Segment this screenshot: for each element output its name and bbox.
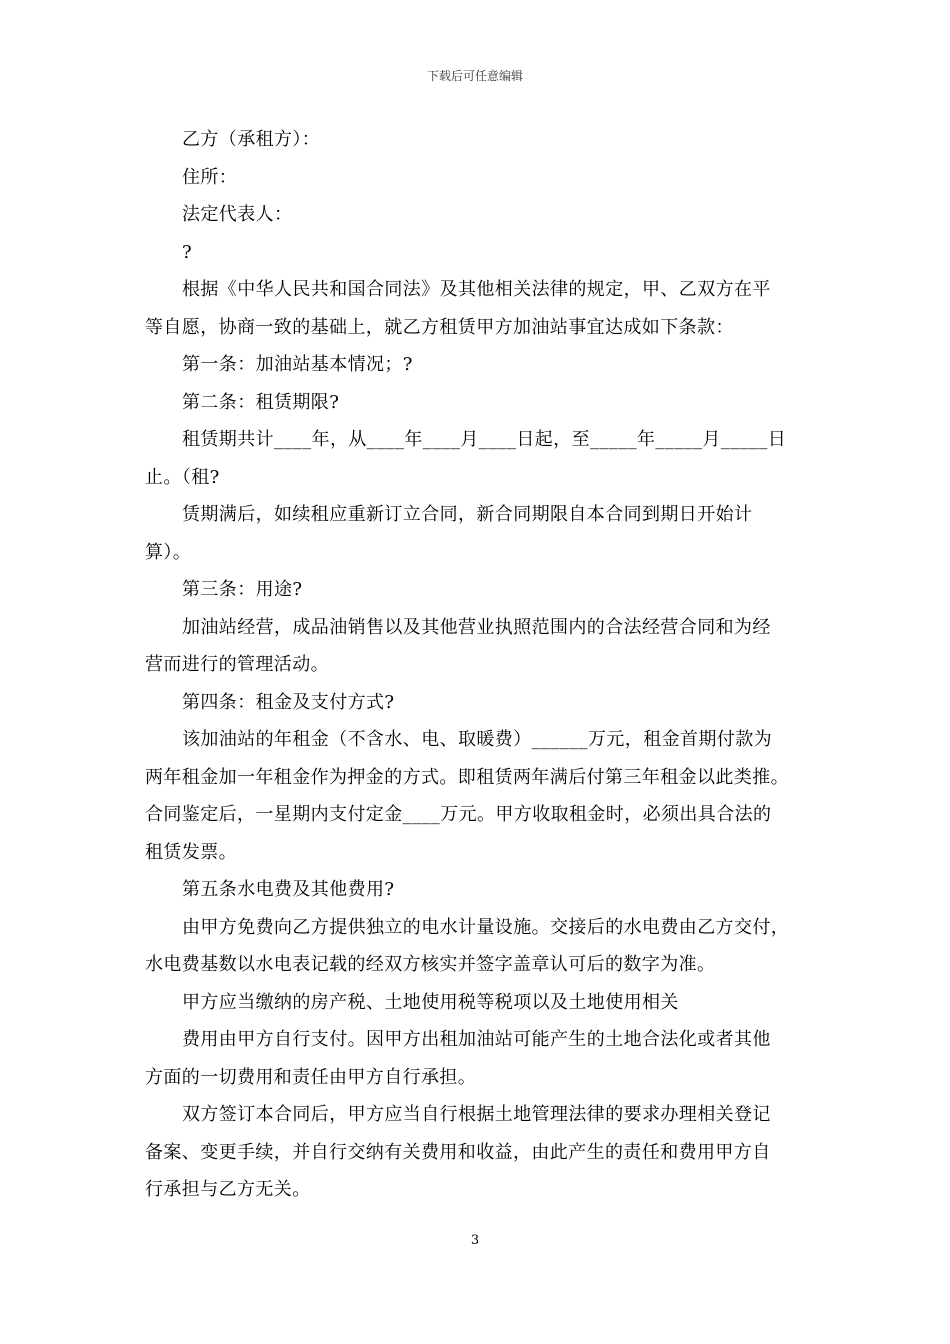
text-line: 第四条：租金及支付方式? [182, 691, 395, 713]
text-line: 甲方应当缴纳的房产税、土地使用税等税项以及土地使用相关 [182, 991, 679, 1013]
text-line: 备案、变更手续，并自行交纳有关费用和收益，由此产生的责任和费用甲方自 [145, 1141, 771, 1163]
text-line: 乙方（承租方）： [182, 129, 321, 150]
text-line: 等自愿，协商一致的基础上，就乙方租赁甲方加油站事宜达成如下条款： [145, 316, 734, 338]
text-line: 赁期满后，如续租应重新订立合同，新合同期限自本合同到期日开始计 [182, 504, 753, 525]
text-line: 住所： [182, 166, 238, 188]
text-line: 法定代表人： [182, 204, 293, 225]
text-line: 租赁期共计____年，从____年____月____日起，至_____年_____月_____日 [182, 429, 787, 450]
text-line: 第二条：租赁期限? [182, 391, 340, 413]
page-number: 3 [470, 1233, 480, 1248]
text-line: 该加油站的年租金（不含水、电、取暖费）______万元，租金首期付款为 [182, 729, 772, 750]
text-line: 租赁发票。 [145, 841, 237, 863]
text-line: 费用由甲方自行支付。因甲方出租加油站可能产生的土地合法化或者其他 [182, 1029, 771, 1050]
document-body [145, 121, 805, 1209]
text-line: 根据《中华人民共和国合同法》及其他相关法律的规定，甲、乙双方在平 [182, 279, 771, 300]
text-line: 两年租金加一年租金作为押金的方式。即租赁两年满后付第三年租金以此类推。 [145, 766, 789, 788]
text-line: 算）。 [145, 541, 192, 563]
text-line: 合同鉴定后，一星期内支付定金____万元。甲方收取租金时，必须出具合法的 [145, 804, 772, 825]
text-line: 止。（租? [145, 466, 220, 488]
text-line: 双方签订本合同后，甲方应当自行根据土地管理法律的要求办理相关登记 [182, 1104, 771, 1125]
text-line: 第一条：加油站基本情况；? [182, 354, 413, 375]
text-line: 由甲方免费向乙方提供独立的电水计量设施。交接后的水电费由乙方交付， [182, 916, 790, 938]
text-line: 第三条：用途? [182, 579, 303, 600]
text-line: 营而进行的管理活动。 [145, 654, 329, 675]
text-line: 行承担与乙方无关。 [145, 1179, 311, 1200]
text-line: 方面的一切费用和责任由甲方自行承担。 [145, 1066, 477, 1088]
text-line: 加油站经营，成品油销售以及其他营业执照范围内的合法经营合同和为经 [182, 616, 771, 638]
text-line: 第五条水电费及其他费用? [182, 879, 395, 900]
page-header: 下载后可任意编辑 [426, 69, 523, 83]
text-line: ? [182, 241, 193, 263]
text-line: 水电费基数以水电表记载的经双方核实并签字盖章认可后的数字为准。 [145, 954, 716, 975]
